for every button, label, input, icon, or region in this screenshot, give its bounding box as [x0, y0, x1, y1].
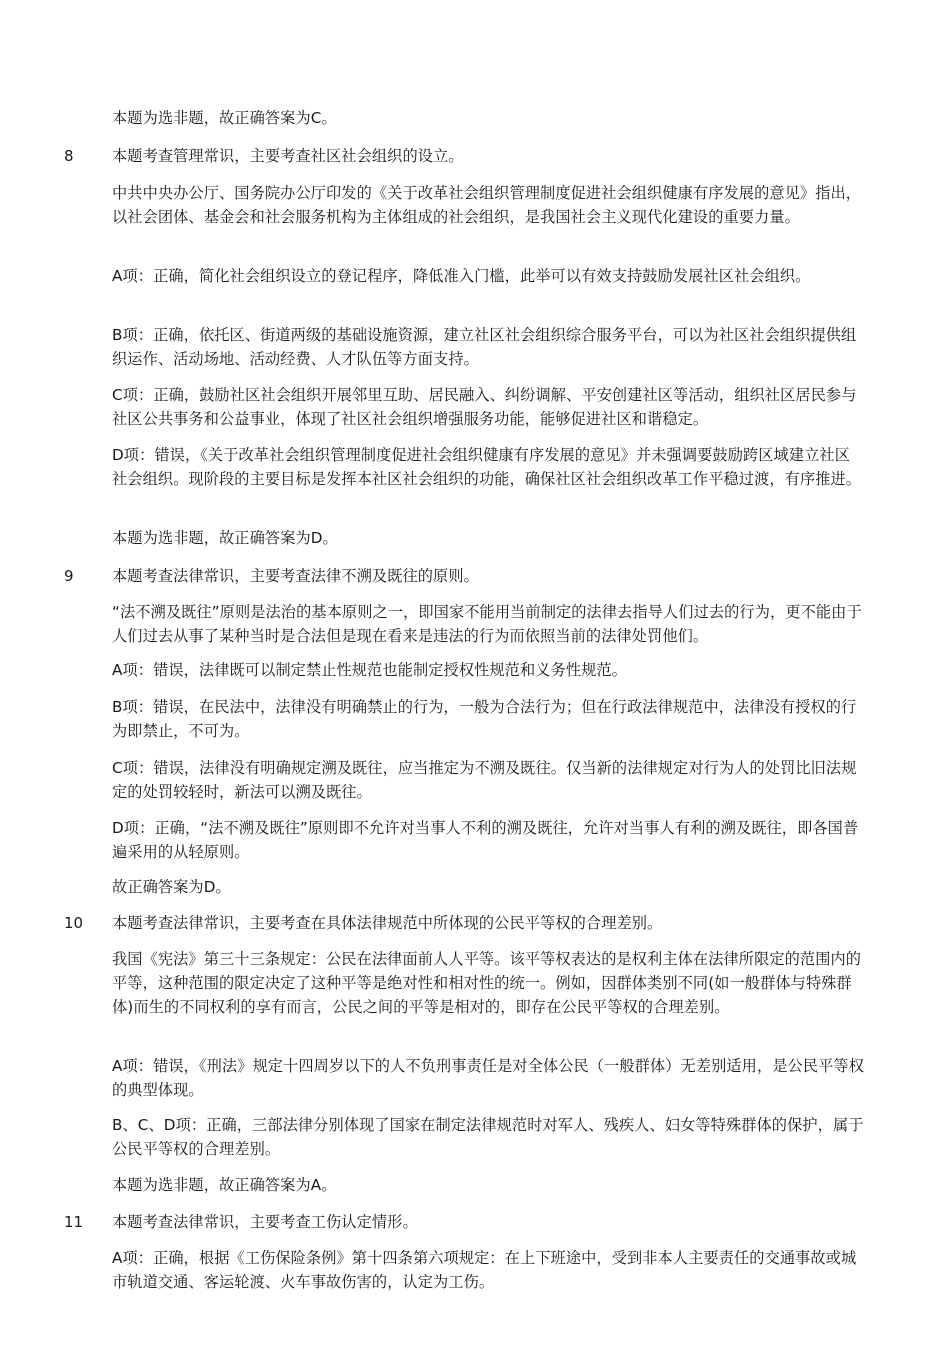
background-paragraph: 我国《宪法》第三十三条规定：公民在法律面前人人平等。该平等权表达的是权利主体在法律所限定的范围内的平等，这种范围的限定决定了这种平等是绝对性和相对性的统一。例如，因群体类别不同(如一般群体与特殊群体)而生的不同权利的享有而言，公民之间的平等是相对的，即存在公民平等权的合理差别。 — [112, 950, 862, 1016]
question-topic: 本题考查法律常识，主要考查法律不溯及既往的原则。 — [112, 567, 479, 585]
option-analysis: A项：正确，简化社会组织设立的登记程序，降低准入门槛，此举可以有效支持鼓励发展社区社会组织。 — [112, 267, 811, 285]
option-analysis: C项：正确，鼓励社区社会组织开展邻里互助、居民融入、纠纷调解、平安创建社区等活动，组织社区居民参与社区公共事务和公益事业，体现了社区社会组织增强服务功能，能够促进社区和谐稳定。 — [112, 386, 857, 428]
background-paragraph: “法不溯及既往”原则是法治的基本原则之一，即国家不能用当前制定的法律去指导人们过去的行为，更不能由于人们过去从事了某种当时是合法但是现在看来是违法的行为而依照当前的法律处罚他们。 — [112, 603, 862, 645]
answer-conclusion: 本题为选非题，故正确答案为D。 — [112, 529, 338, 547]
question-number: 11 — [64, 1213, 84, 1231]
answer-conclusion: 故正确答案为D。 — [112, 878, 231, 896]
option-analysis: D项：错误，《关于改革社会组织管理制度促进社会组织健康有序发展的意见》并未强调要鼓励跨区域建立社区社会组织。现阶段的主要目标是发挥本社区社会组织的功能，确保社区社会组织改革工作平稳过渡，有序推进。 — [112, 446, 862, 488]
question-topic: 本题考查管理常识，主要考查社区社会组织的设立。 — [112, 147, 464, 165]
option-analysis: B项：错误，在民法中，法律没有明确禁止的行为，一般为合法行为；但在行政法律规范中，法律没有授权的行为即禁止，不可为。 — [112, 698, 857, 740]
question-number: 9 — [64, 567, 74, 585]
option-analysis: A项：正确，根据《工伤保险条例》第十四条第六项规定：在上下班途中，受到非本人主要责任的交通事故或城市轨道交通、客运轮渡、火车事故伤害的，认定为工伤。 — [112, 1249, 857, 1291]
option-analysis: A项：错误，《刑法》规定十四周岁以下的人不负刑事责任是对全体公民（一般群体）无差别适用，是公民平等权的典型体现。 — [112, 1057, 864, 1099]
option-analysis: A项：错误，法律既可以制定禁止性规范也能制定授权性规范和义务性规范。 — [112, 661, 627, 679]
option-analysis: B项：正确，依托区、街道两级的基础设施资源，建立社区社会组织综合服务平台，可以为社区社会组织提供组织运作、活动场地、活动经费、人才队伍等方面支持。 — [112, 326, 857, 368]
question-topic: 本题考查法律常识，主要考查工伤认定情形。 — [112, 1213, 418, 1231]
question-number: 10 — [64, 914, 84, 932]
option-analysis: C项：错误，法律没有明确规定溯及既往，应当推定为不溯及既往。仅当新的法律规定对行为人的处罚比旧法规定的处罚较轻时，新法可以溯及既往。 — [112, 759, 857, 801]
answer-conclusion: 本题为选非题，故正确答案为C。 — [112, 109, 337, 127]
question-topic: 本题考查法律常识，主要考查在具体法律规范中所体现的公民平等权的合理差别。 — [112, 914, 663, 932]
option-analysis: B、C、D项：正确，三部法律分别体现了国家在制定法律规范时对军人、残疾人、妇女等特殊群体的保护，属于公民平等权的合理差别。 — [112, 1116, 864, 1158]
question-number: 8 — [64, 147, 74, 165]
option-analysis: D项：正确，“法不溯及既往”原则即不允许对当事人不利的溯及既往，允许对当事人有利的溯及既往，即各国普遍采用的从轻原则。 — [112, 819, 859, 861]
answer-conclusion: 本题为选非题，故正确答案为A。 — [112, 1176, 337, 1194]
background-paragraph: 中共中央办公厅、国务院办公厅印发的《关于改革社会组织管理制度促进社会组织健康有序发展的意见》指出，以社会团体、基金会和社会服务机构为主体组成的社会组织，是我国社会主义现代化建设的重要力量。 — [112, 184, 862, 226]
